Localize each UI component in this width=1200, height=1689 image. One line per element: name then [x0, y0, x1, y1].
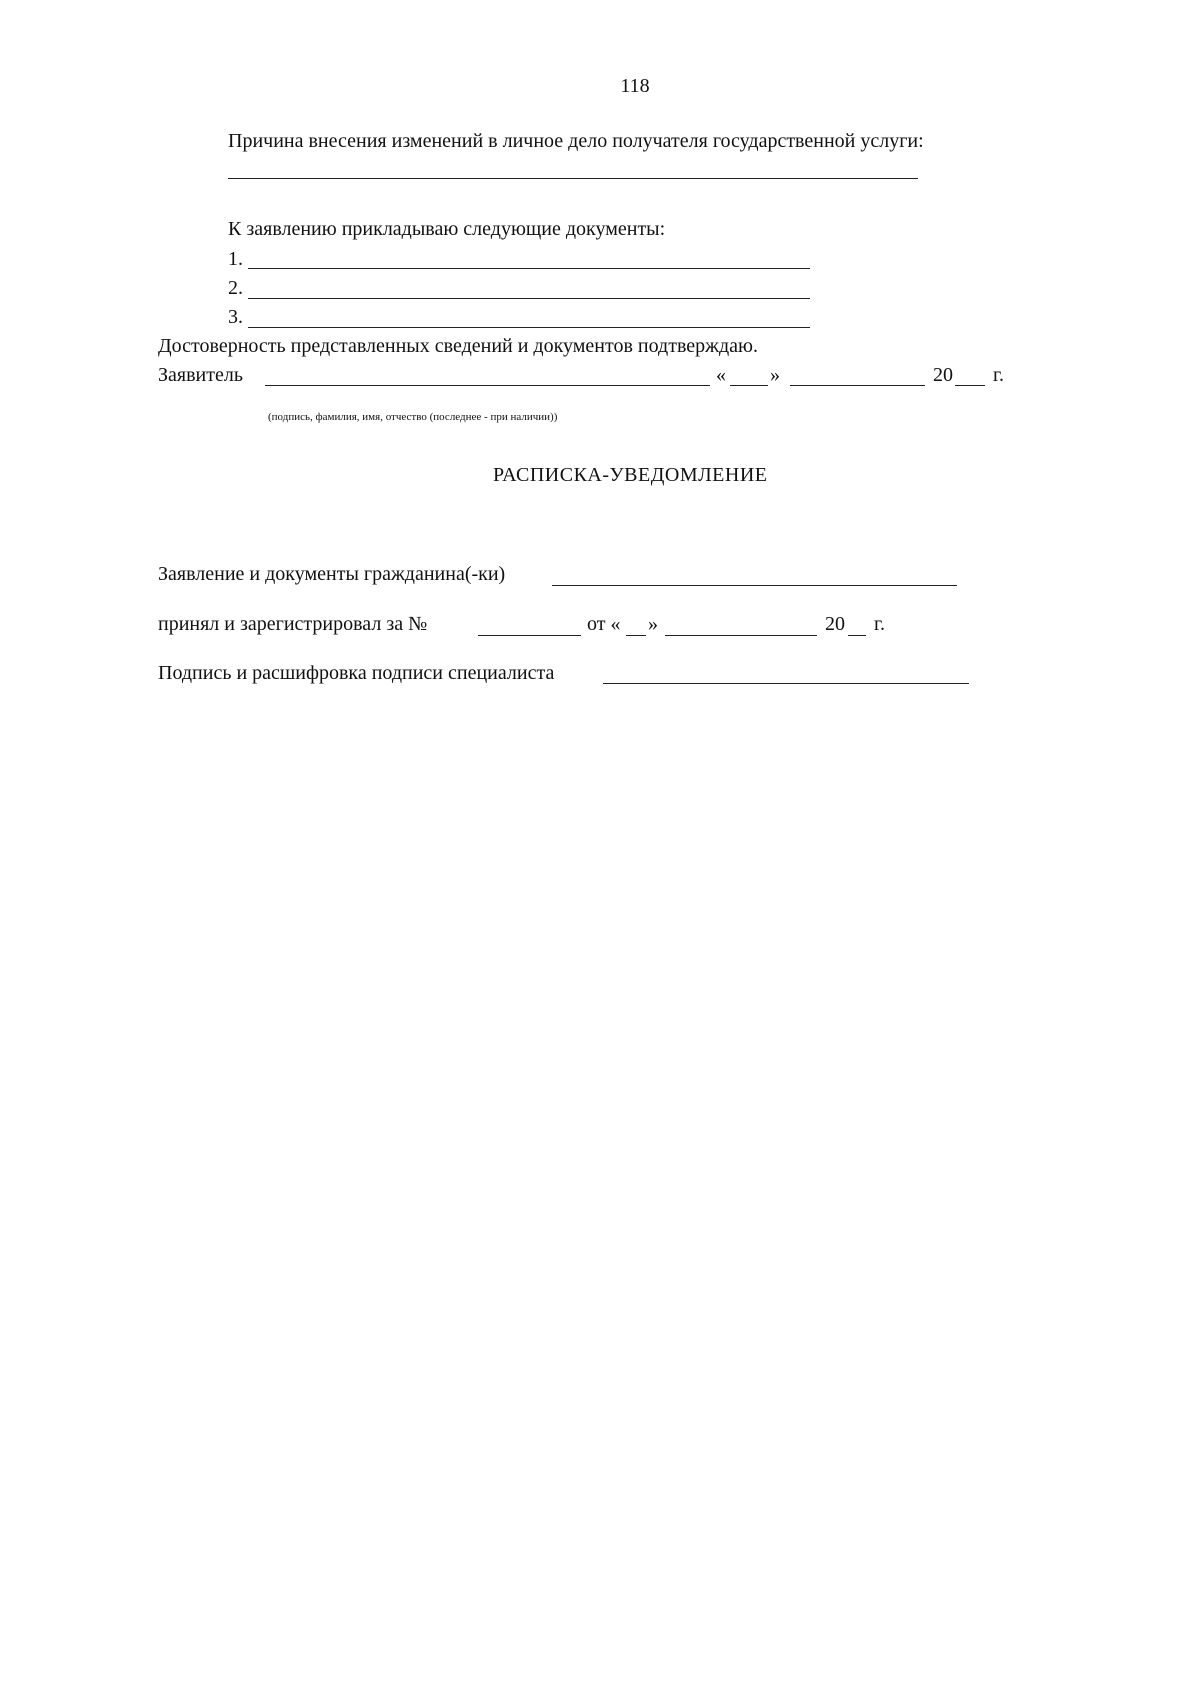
reason-blank-line — [228, 178, 918, 179]
year-suffix: г. — [993, 364, 1004, 386]
reason-label: Причина внесения изменений в личное дело получателя государственной услуги: — [228, 130, 924, 152]
registered-label: принял и зарегистрировал за № — [158, 613, 428, 635]
attachment-number-2: 2. — [228, 277, 243, 299]
attachment-number-1: 1. — [228, 248, 243, 270]
month-blank-line — [790, 385, 925, 386]
attachment-line-3 — [248, 327, 810, 328]
attachment-line-2 — [248, 298, 810, 299]
receipt-year-prefix: 20 — [825, 613, 845, 635]
receipt-date-close: » — [648, 613, 658, 635]
attachment-line-1 — [248, 268, 810, 269]
registration-number-line — [478, 635, 581, 636]
date-open-quote: « — [716, 364, 726, 386]
signature-hint: (подпись, фамилия, имя, отчество (последнее - при наличии)) — [268, 411, 558, 423]
attachment-number-3: 3. — [228, 306, 243, 328]
receipt-documents-label: Заявление и документы гражданина(-ки) — [158, 563, 506, 585]
page-number: 118 — [620, 75, 650, 97]
receipt-title: РАСПИСКА-УВЕДОМЛЕНИЕ — [493, 464, 768, 486]
day-blank-line — [730, 385, 768, 386]
confirmation-text: Достоверность представленных сведений и документов подтверждаю. — [158, 335, 758, 357]
specialist-signature-line — [603, 683, 969, 684]
citizen-name-line — [552, 585, 957, 586]
attachments-label: К заявлению прикладываю следующие документы: — [228, 218, 666, 240]
receipt-day-line — [626, 635, 646, 636]
specialist-signature-label: Подпись и расшифровка подписи специалиста — [158, 662, 555, 684]
receipt-year-suffix: г. — [874, 613, 885, 635]
applicant-signature-line — [265, 385, 710, 386]
date-close-quote: » — [770, 364, 780, 386]
receipt-from-label: от « — [587, 613, 621, 635]
receipt-year-line — [848, 635, 866, 636]
applicant-label: Заявитель — [158, 364, 243, 386]
receipt-month-line — [665, 635, 817, 636]
year-prefix: 20 — [933, 364, 953, 386]
year-blank-line — [955, 385, 985, 386]
